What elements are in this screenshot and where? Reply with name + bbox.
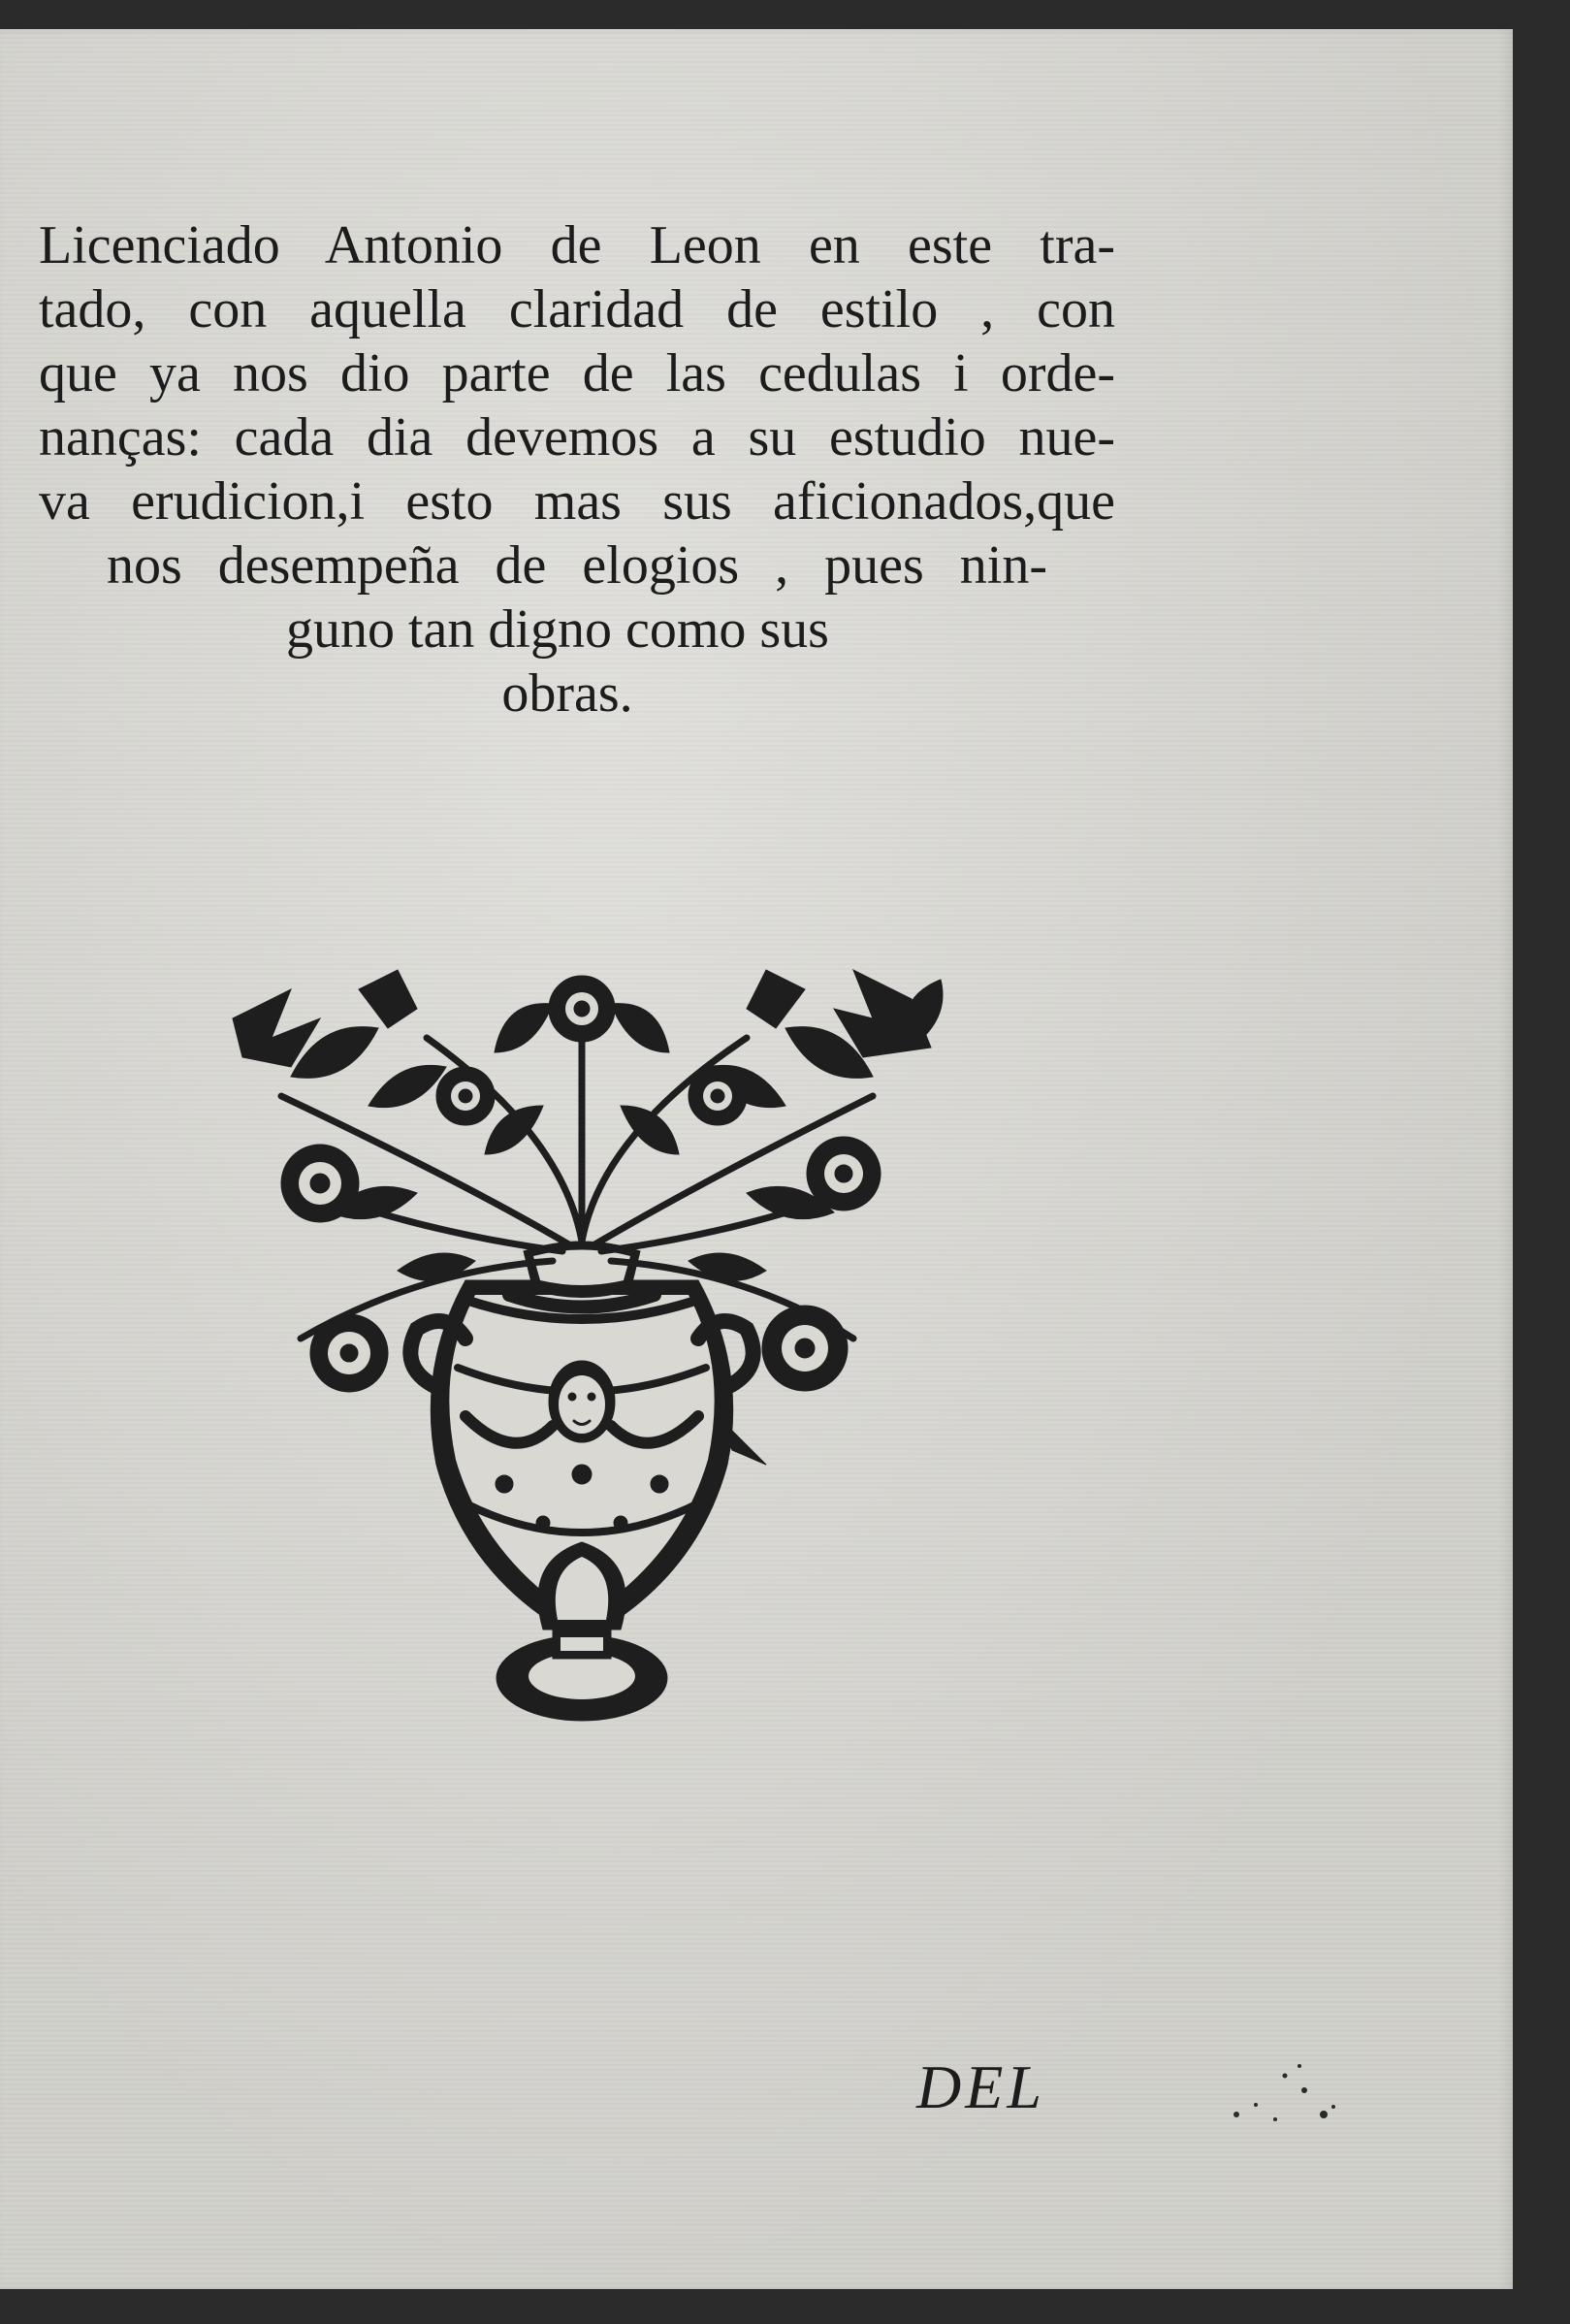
text-line: obras. xyxy=(501,663,633,724)
text-line: guno tan digno como sus xyxy=(286,599,829,660)
book-page xyxy=(0,29,1513,2289)
text-line: nos desempeña de elogios , pues nin- xyxy=(107,535,1047,596)
ink-specks xyxy=(1217,2047,1353,2134)
catchword: DEL xyxy=(916,2052,1045,2121)
body-text xyxy=(39,213,1115,726)
flower-vase-woodcut-icon xyxy=(175,960,989,1736)
text-line: tado, con aquella claridad de estilo , con xyxy=(39,279,1115,339)
text-line: que ya nos dio parte de las cedulas i orde- xyxy=(39,343,1115,403)
text-line: nanças: cada dia devemos a su estudio nue- xyxy=(39,407,1115,468)
text-line: va erudicion,i esto mas sus aficionados,que xyxy=(39,471,1115,532)
text-line: Licenciado Antonio de Leon en este tra- xyxy=(39,215,1115,275)
